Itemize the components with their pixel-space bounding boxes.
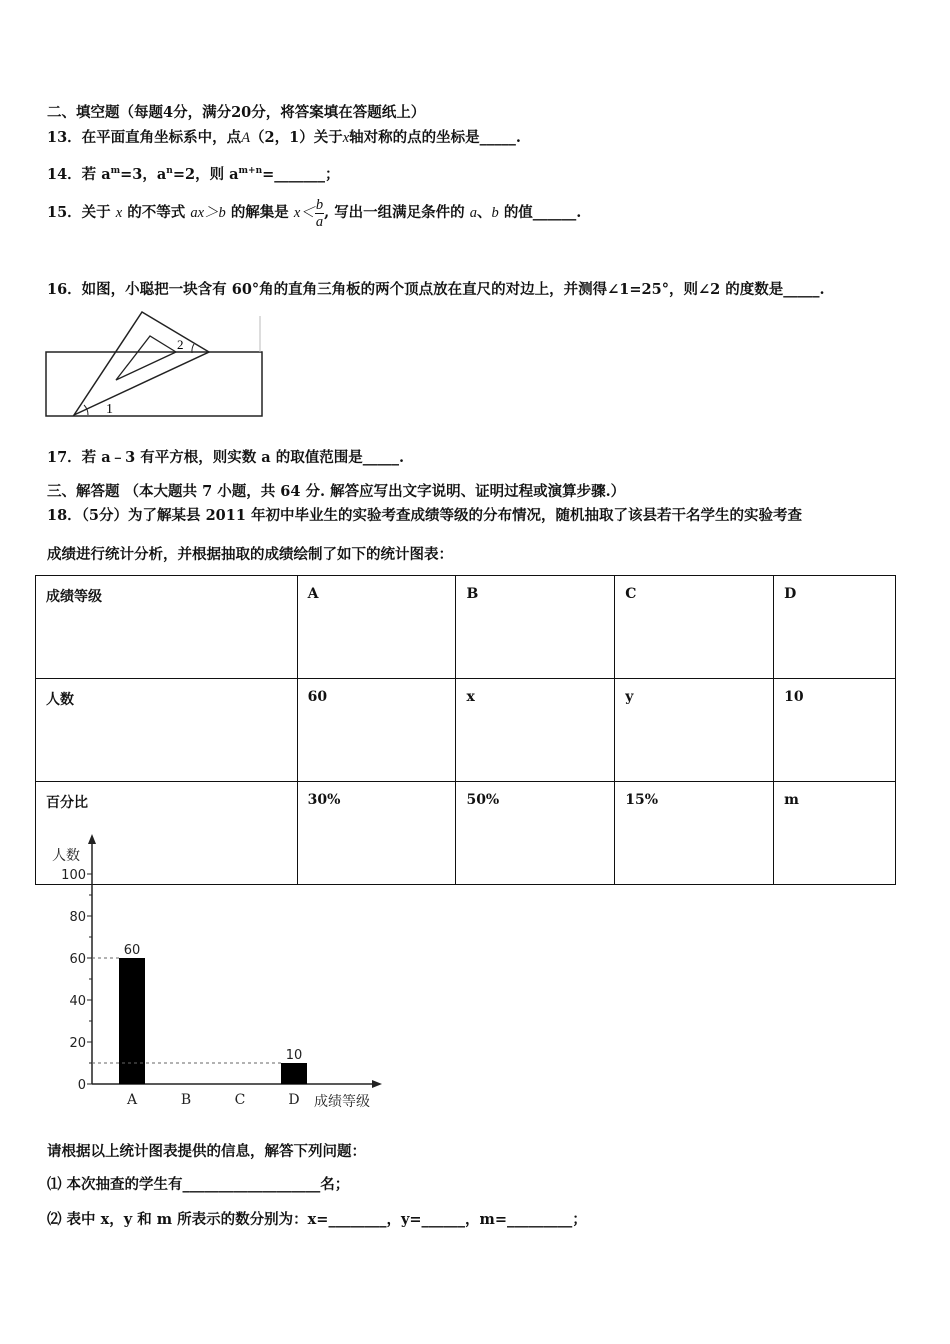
x-tick-label: A bbox=[126, 1092, 138, 1108]
y-axis-arrow-icon bbox=[88, 834, 96, 844]
data-label: 60 bbox=[123, 943, 141, 958]
question-16: 16．如图，小聪把一块含有 60°角的直角三角板的两个顶点放在直尺的对边上，并测得∠1=25°，则∠2 的度数是_____. bbox=[47, 281, 825, 298]
triangle-inner bbox=[116, 336, 176, 380]
y-tick-label: 40 bbox=[69, 994, 86, 1009]
question-17: 17．若 a﹣3 有平方根，则实数 a 的取值范围是_____. bbox=[47, 449, 405, 466]
table-row: 人数 60 x y 10 bbox=[36, 679, 896, 782]
question-15: 15．关于 x 的不等式 ax＞b 的解集是 x＜ $\frac{b}{a}$ , 写出一组满足条件的 a、b 的值______. bbox=[47, 196, 582, 230]
y-tick-label: 20 bbox=[69, 1036, 86, 1051]
question-18-sub1: ⑴ 本次抽查的学生有___________________名； bbox=[47, 1176, 350, 1193]
section3-heading: 三、解答题 （本大题共 7 小题，共 64 分. 解答应写出文字说明、证明过程或演算步骤.） bbox=[47, 483, 626, 500]
x-tick-label: C bbox=[234, 1092, 246, 1108]
y-axis-label: 人数 bbox=[52, 848, 80, 864]
y-tick-label: 100 bbox=[61, 868, 86, 883]
question-18-prompt: 请根据以上统计图表提供的信息，解答下列问题： bbox=[47, 1143, 366, 1160]
question-18-sub2: ⑵ 表中 x，y 和 m 所表示的数分别为：x=________，y=______，m=_________； bbox=[47, 1211, 587, 1228]
x-axis-arrow-icon bbox=[372, 1080, 382, 1088]
x-tick-label: D bbox=[288, 1092, 300, 1108]
bar-chart bbox=[44, 832, 404, 1114]
bar bbox=[119, 958, 145, 1084]
question-13: 13．在平面直角坐标系中，点A（2，1）关于x轴对称的点的坐标是_____. bbox=[47, 129, 521, 146]
question-18-line2: 成绩进行统计分析，并根据抽取的成绩绘制了如下的统计图表： bbox=[47, 546, 453, 563]
table-row: 百分比 30% 50% 15% m bbox=[36, 782, 896, 885]
question-14: 14．若 $a^m=3$，$a^n=2$，则 $a^{m+n}=\_\_\_\_\_\_\_$； bbox=[47, 165, 340, 183]
y-tick-label: 0 bbox=[77, 1078, 86, 1093]
ruler-triangle-figure bbox=[44, 308, 266, 420]
y-tick-label: 60 bbox=[69, 952, 86, 967]
angle-1-label: 1 bbox=[106, 402, 113, 417]
x-axis-label: 成绩等级 bbox=[314, 1094, 370, 1110]
table-row: 成绩等级 A B C D bbox=[36, 576, 896, 679]
triangle-outer bbox=[74, 312, 209, 415]
data-label: 10 bbox=[285, 1048, 303, 1063]
section2-heading: 二、填空题（每题4分，满分20分，将答案填在答题纸上） bbox=[47, 104, 426, 121]
x-tick-label: B bbox=[180, 1092, 192, 1108]
bar bbox=[281, 1063, 307, 1084]
angle-2-label: 2 bbox=[177, 337, 184, 352]
y-tick-label: 80 bbox=[69, 910, 86, 925]
question-18-line1: 18．（5分）为了解某县 2011 年初中毕业生的实验考查成绩等级的分布情况，随机抽取了该县若干名学生的实验考查 bbox=[47, 507, 802, 524]
fraction-b-over-a: $\frac{b}{a}$ bbox=[315, 196, 324, 230]
